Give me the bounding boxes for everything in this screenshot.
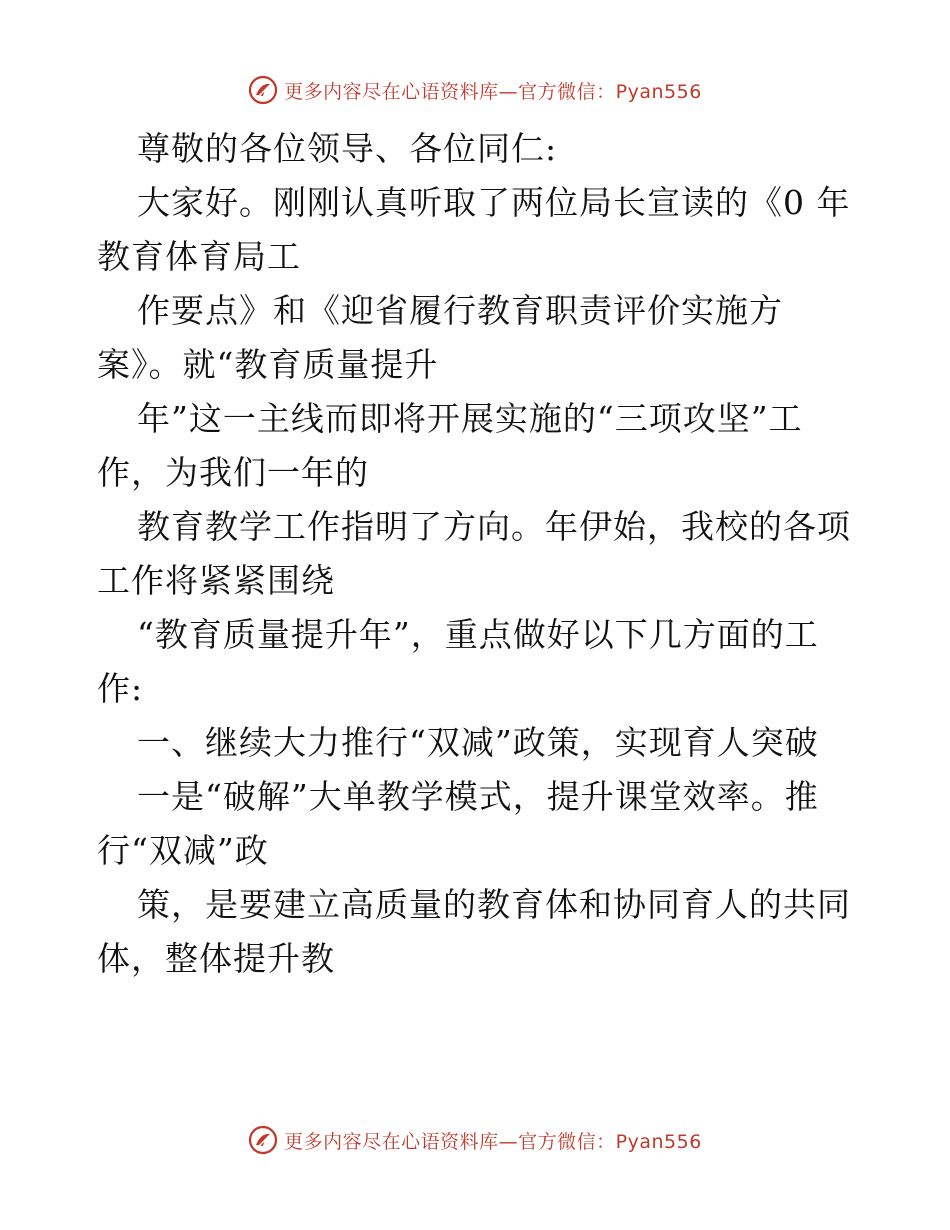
red-seal-logo-icon: [248, 75, 278, 105]
text-line-12: 一、继续大力推行“双减”政策，实现育人突破: [137, 723, 819, 762]
text-line-11: 作:: [97, 669, 144, 708]
text-line-4: 作要点》和《迎省履行教育职责评价实施方: [137, 291, 783, 330]
text-line-9: 工作将紧紧围绕: [97, 561, 335, 600]
text-line-3: 教育体育局工: [97, 237, 301, 276]
footer-watermark-banner: [0, 1120, 950, 1160]
text-line-7: 作，为我们一年的: [97, 453, 369, 492]
text-line-2: 大家好。刚刚认真听取了两位局长宣读的《0 年: [137, 183, 851, 222]
footer-watermark-text: 更多内容尽在心语资料库—官方微信：Pyan556: [284, 1130, 702, 1153]
text-line-5: 案》。就“教育质量提升: [97, 345, 439, 384]
text-line-15: 策，是要建立高质量的教育体和协同育人的共同: [137, 885, 851, 924]
red-seal-logo-icon: [248, 1125, 278, 1155]
text-line-16: 体，整体提升教: [97, 939, 335, 978]
header-watermark-text: 更多内容尽在心语资料库—官方微信：Pyan556: [284, 80, 702, 103]
text-line-10: “教育质量提升年”，重点做好以下几方面的工: [137, 615, 819, 654]
text-line-8: 教育教学工作指明了方向。年伊始，我校的各项: [137, 507, 851, 546]
header-watermark-banner: [0, 70, 950, 110]
document-body: [97, 122, 857, 986]
text-line-1: 尊敬的各位领导、各位同仁:: [137, 129, 558, 168]
text-line-14: 行“双减”政: [97, 831, 269, 870]
text-line-13: 一是“破解”大单教学模式，提升课堂效率。推: [137, 777, 819, 816]
text-line-6: 年”这一主线而即将开展实施的“三项攻坚”工: [137, 399, 803, 438]
